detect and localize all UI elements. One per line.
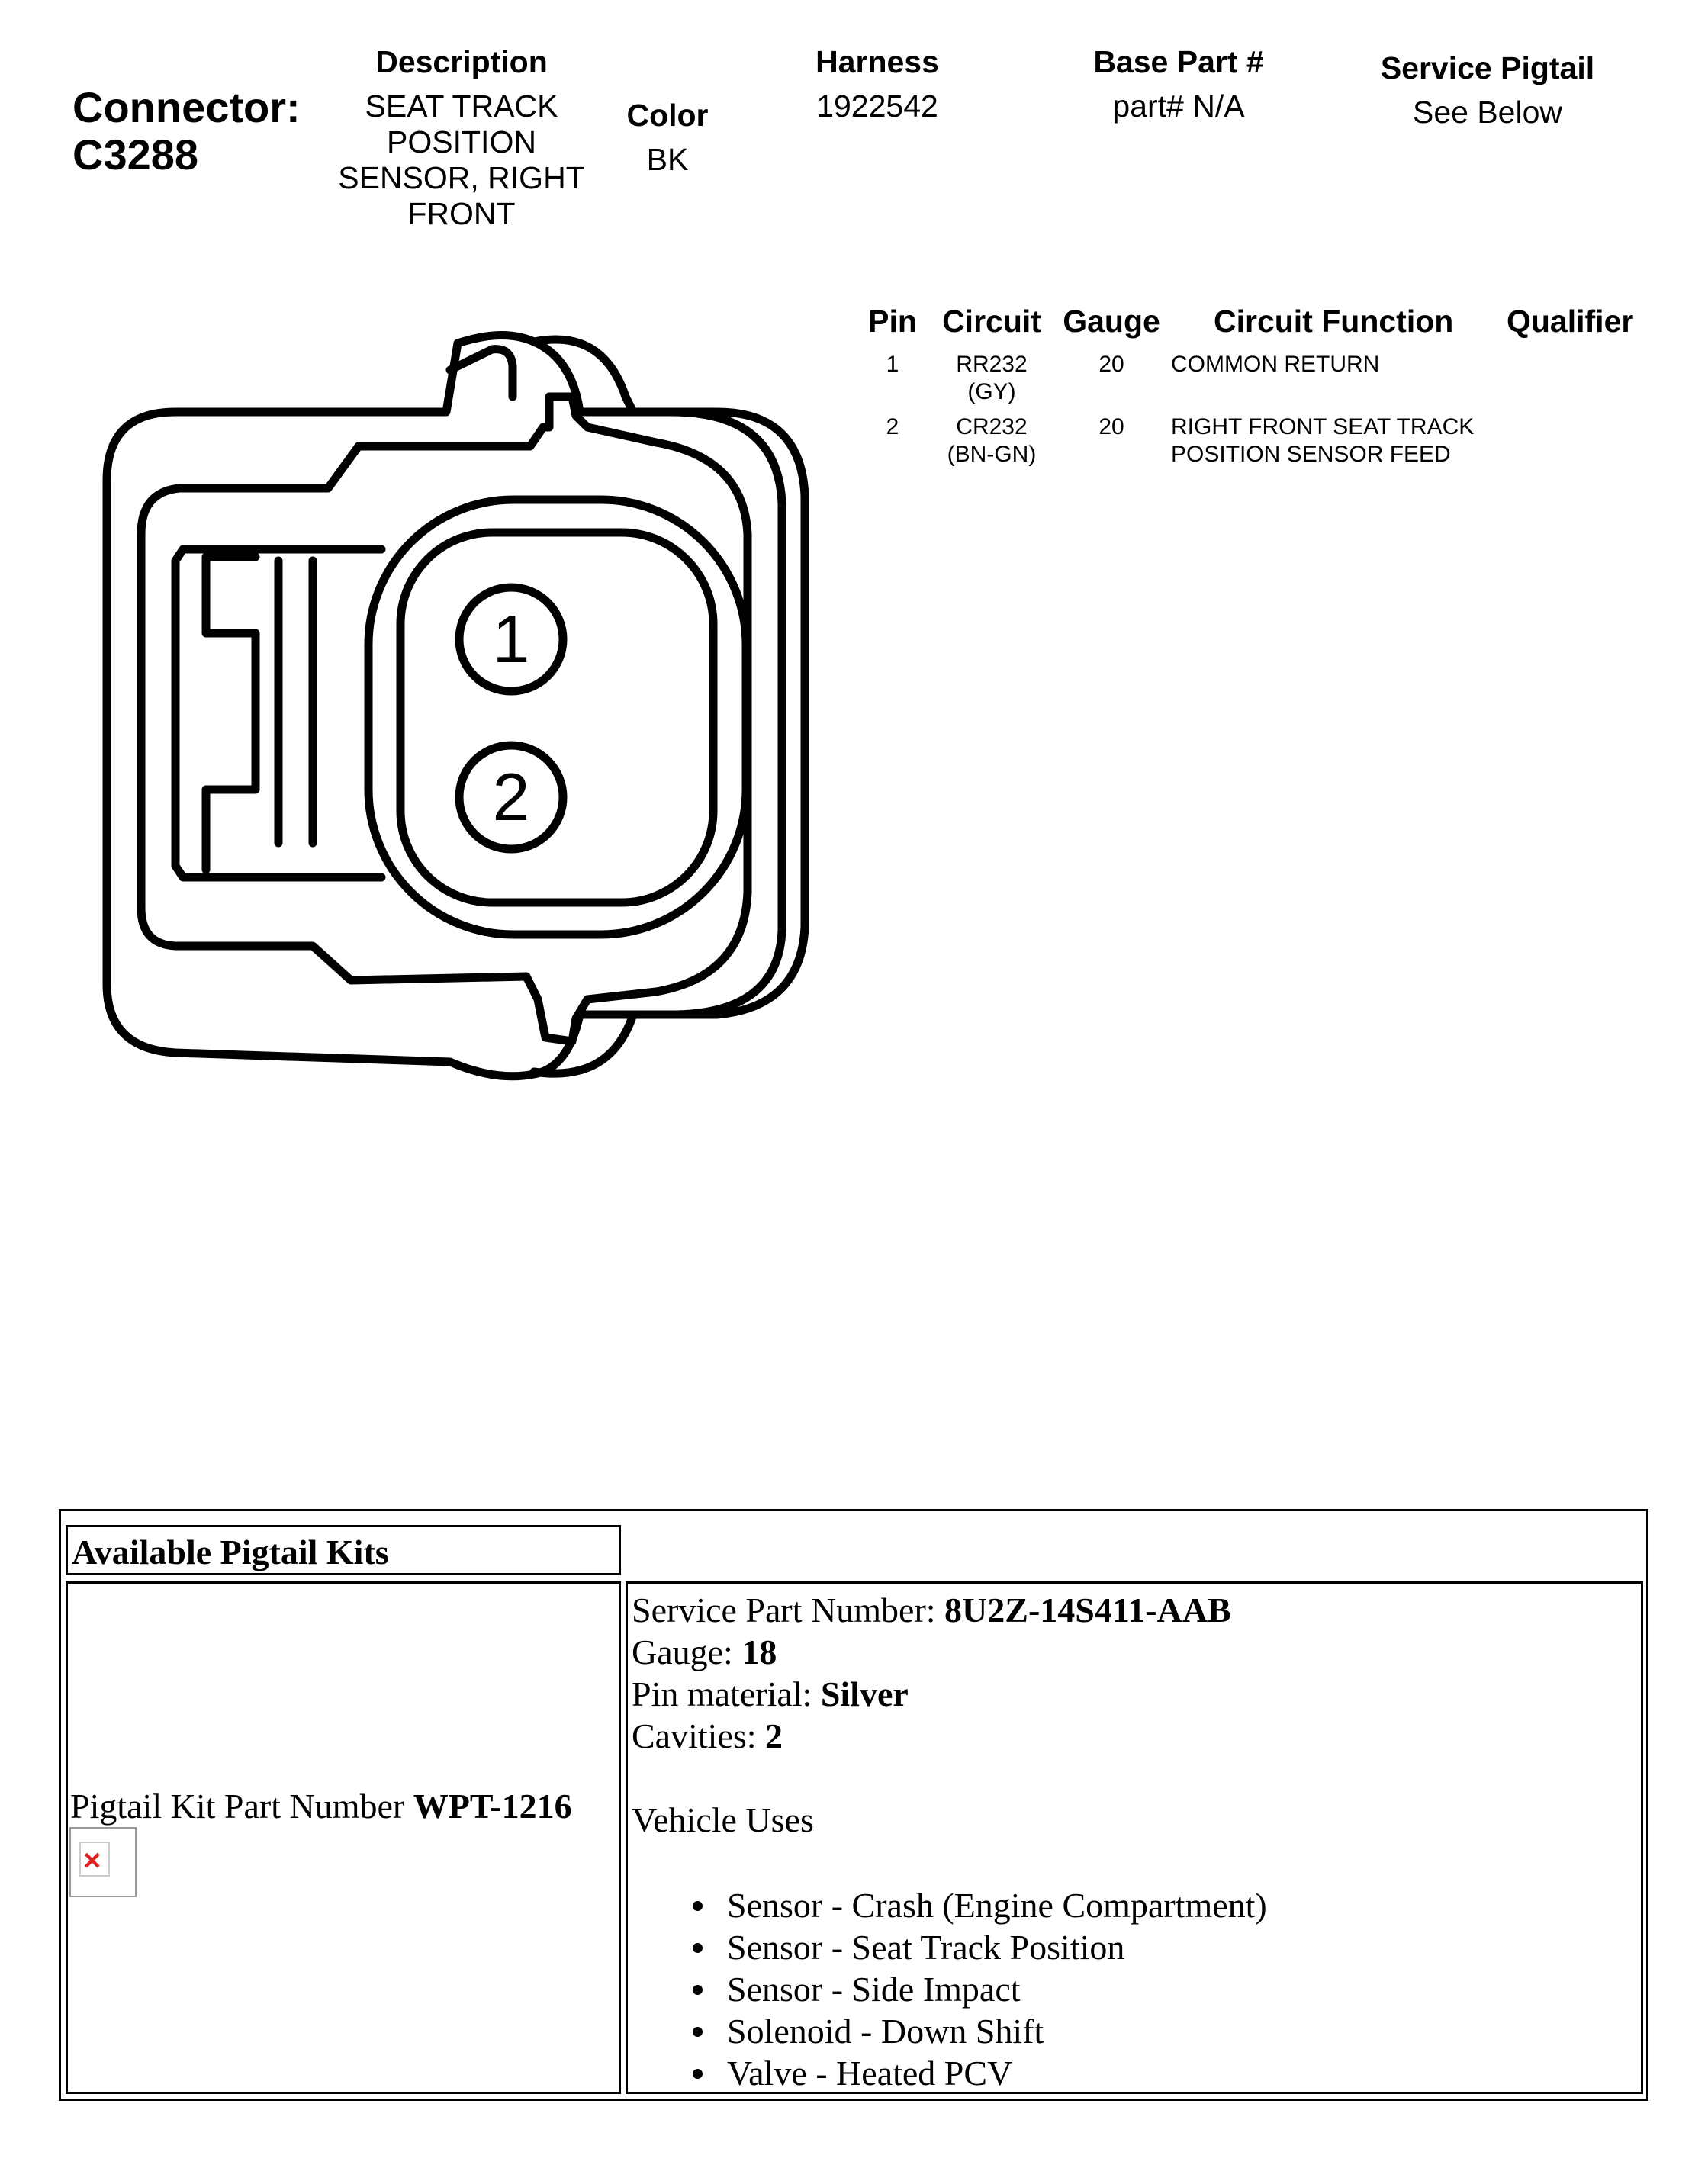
pigtail-details [632,1589,1267,2094]
kit-part-value: WPT-1216 [413,1787,572,1826]
color-header: Color [626,98,709,133]
service-part-value: 8U2Z-14S411-AAB [944,1591,1231,1629]
bullet-icon [693,1943,703,1953]
color-value: BK [646,142,689,177]
bullet-icon [693,2069,703,2079]
pin-2-label: 2 [492,759,530,835]
service-pigtail-value: See Below [1412,95,1562,130]
description-line: SENSOR, RIGHT [338,160,585,195]
function-line: RIGHT FRONT SEAT TRACK [1171,414,1475,439]
list-item [727,2010,1267,2052]
use-text: Sensor - Seat Track Position [727,1928,1125,1967]
function-line: POSITION SENSOR FEED [1171,442,1451,467]
circuit-column-header: Circuit [942,304,1041,339]
gauge-column-header: Gauge [1063,304,1160,339]
list-item [727,1968,1267,2010]
pin-gauge: 20 [1098,414,1124,439]
description-line: FRONT [407,196,516,231]
pin-material-label: Pin material: [632,1674,821,1713]
pigtail-header: Available Pigtail Kits [72,1533,389,1571]
service-part-label: Service Part Number: [632,1591,945,1629]
pin-material-value: Silver [820,1674,909,1713]
gauge-value: 18 [741,1633,777,1671]
pin-function [1171,413,1474,468]
cavities-label: Cavities: [632,1716,766,1755]
gauge-label: Gauge: [632,1633,742,1671]
connector-id: C3288 [72,130,199,179]
pin-material [632,1673,1267,1715]
pigtail-kit-cell [66,1581,621,2094]
use-text: Valve - Heated PCV [727,2054,1013,2093]
description-line: POSITION [387,124,536,159]
description-line: SEAT TRACK [365,88,558,124]
pin-function [1171,351,1379,378]
circuit-color: (GY) [967,379,1016,404]
vehicle-uses-label: Vehicle Uses [632,1800,814,1839]
pin-number: 1 [886,352,899,377]
pin-1-label: 1 [492,601,530,677]
pigtail-gauge [632,1631,1267,1673]
bullet-icon [693,1985,703,1995]
use-text: Sensor - Crash (Engine Compartment) [727,1886,1267,1925]
list-item [727,1926,1267,1968]
circuit-id: RR232 [956,352,1028,377]
connector-label: Connector: [72,83,301,131]
service-part-number [632,1589,1267,1631]
harness-header: Harness [815,44,939,79]
inner-frame [141,397,748,1041]
pin-number: 2 [886,414,899,439]
description-header: Description [375,44,548,79]
cavity-inner [400,532,713,902]
vehicle-uses-list [727,1884,1267,2094]
harness-value: 1922542 [816,88,938,124]
qualifier-column-header: Qualifier [1507,304,1634,339]
bullet-icon [693,1901,703,1911]
list-item [727,2052,1267,2094]
function-column-header: Circuit Function [1214,304,1454,339]
base-part-value: part# N/A [1112,88,1245,124]
broken-image-icon: × [83,1844,101,1877]
service-pigtail-header: Service Pigtail [1380,50,1595,85]
cavities [632,1715,1267,1757]
list-item [727,1884,1267,1926]
bullet-icon [693,2027,703,2037]
pin-gauge: 20 [1098,352,1124,377]
circuit-color: (BN-GN) [947,442,1037,467]
pin-circuit [931,413,1053,468]
latch-notch [206,557,256,870]
use-text: Solenoid - Down Shift [727,2012,1044,2051]
kit-part-label: Pigtail Kit Part Number [70,1787,413,1826]
cavities-value: 2 [765,1716,783,1755]
pigtail-kit-part-number [70,1785,572,1827]
function-line: COMMON RETURN [1171,352,1380,377]
pin-circuit [931,351,1053,406]
use-text: Sensor - Side Impact [727,1970,1021,2009]
circuit-id: CR232 [956,414,1028,439]
connector-face-diagram [0,0,839,1106]
base-part-header: Base Part # [1093,44,1264,79]
pin-column-header: Pin [868,304,917,339]
